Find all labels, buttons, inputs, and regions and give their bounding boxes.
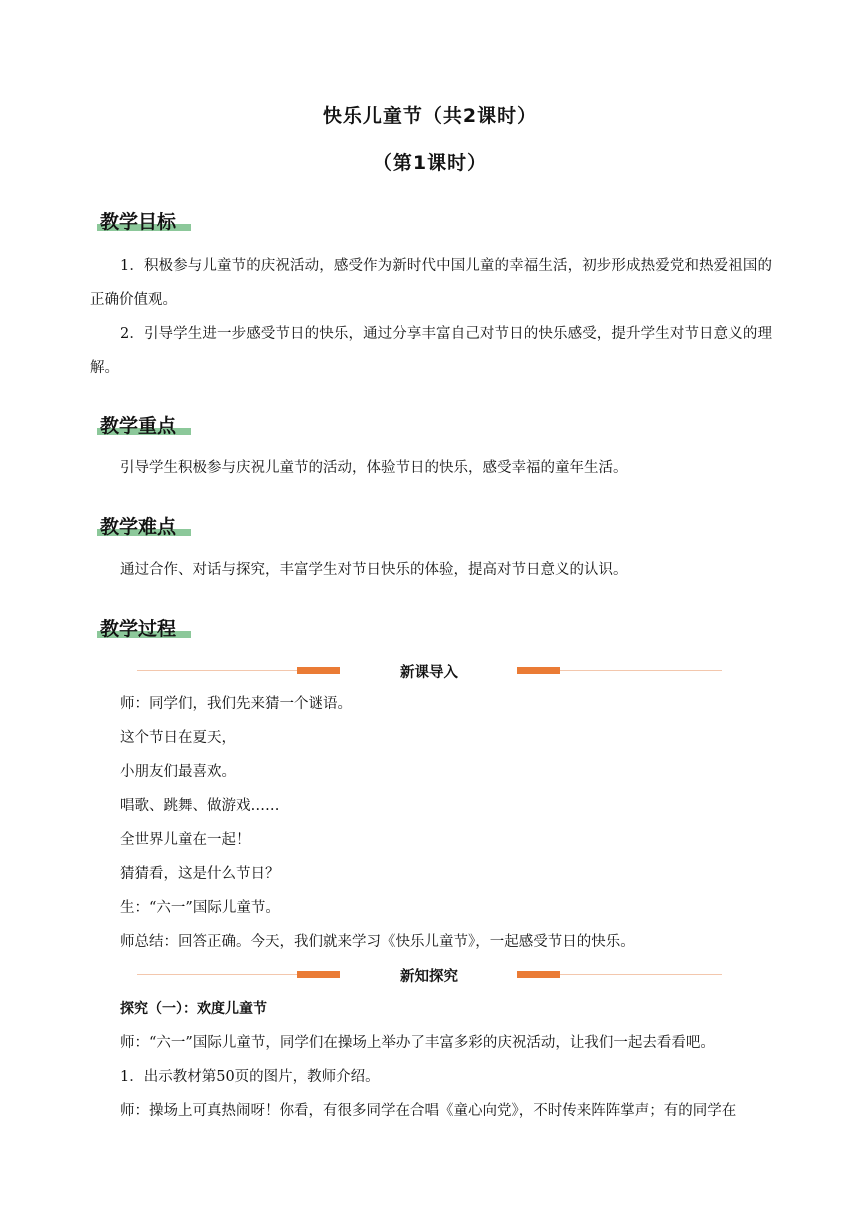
explore-line: 师：操场上可真热闹呀！你看，有很多同学在合唱《童心向党》，不时传来阵阵掌声；有的同学在 (120, 1103, 737, 1119)
key-points-text: 引导学生积极参与庆祝儿童节的活动，体验节日的快乐，感受幸福的童年生活。 (120, 460, 628, 476)
intro-line: 猜猜看，这是什么节日？ (120, 866, 280, 882)
divider-bar-right (517, 971, 560, 978)
heading-text: 教学目标 (100, 211, 177, 233)
intro-line: 唱歌、跳舞、做游戏…… (120, 798, 280, 814)
divider-bar-right (517, 667, 560, 674)
explore-line: 1．出示教材第50页的图片，教师介绍。 (120, 1069, 380, 1085)
heading-text: 教学重点 (100, 415, 177, 437)
divider-line-right (560, 670, 722, 671)
intro-line: 全世界儿童在一起！ (120, 832, 251, 848)
heading-difficulties (100, 512, 176, 539)
divider-bar-left (297, 667, 340, 674)
intro-line: 小朋友们最喜欢。 (120, 764, 236, 780)
heading-key-points (100, 411, 176, 438)
heading-text: 教学过程 (100, 618, 177, 640)
objective-2: 2．引导学生进一步感受节日的快乐，通过分享丰富自己对节日的快乐感受，提升学生对节日意义的理解。 (90, 326, 772, 376)
objective-1: 1．积极参与儿童节的庆祝活动，感受作为新时代中国儿童的幸福生活，初步形成热爱党和热爱祖国的正确价值观。 (90, 258, 772, 308)
section-divider-explore (0, 965, 860, 985)
intro-line: 师总结：回答正确。今天，我们就来学习《快乐儿童节》，一起感受节日的快乐。 (120, 934, 635, 950)
section-divider-intro (0, 661, 860, 681)
intro-line: 生：“六一”国际儿童节。 (120, 900, 280, 916)
intro-line: 这个节日在夏天， (120, 730, 236, 746)
divider-line-left (137, 670, 297, 671)
heading-text: 教学难点 (100, 516, 177, 538)
difficulties-text: 通过合作、对话与探究，丰富学生对节日快乐的体验，提高对节日意义的认识。 (120, 562, 628, 578)
explore-line: 师：“六一”国际儿童节，同学们在操场上举办了丰富多彩的庆祝活动，让我们一起去看看吧。 (120, 1035, 715, 1051)
divider-line-right (560, 974, 722, 975)
divider-label: 新知探究 (400, 969, 458, 985)
page-title: 快乐儿童节（共2课时） (322, 105, 538, 127)
divider-label: 新课导入 (400, 665, 458, 681)
explore-subheading: 探究（一）：欢度儿童节 (120, 1001, 267, 1017)
page-subtitle: （第1课时） (372, 152, 488, 174)
intro-line: 师：同学们，我们先来猜一个谜语。 (120, 696, 352, 712)
heading-objectives (100, 207, 176, 234)
divider-bar-left (297, 971, 340, 978)
heading-process (100, 614, 176, 641)
divider-line-left (137, 974, 297, 975)
